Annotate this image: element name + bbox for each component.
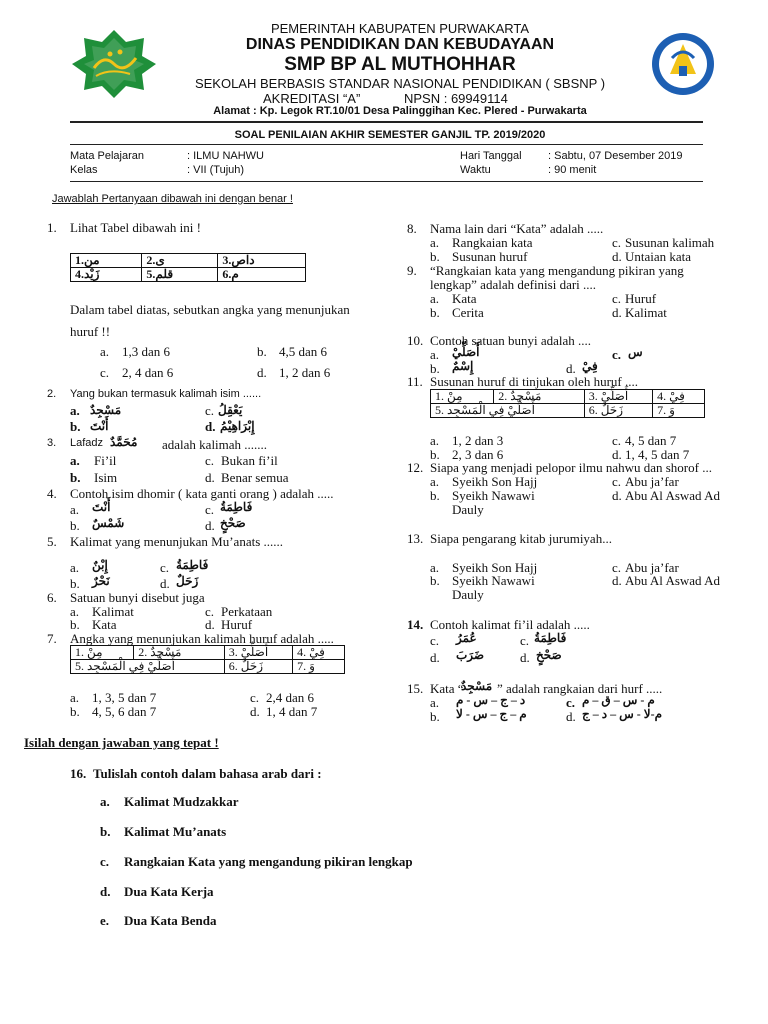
q16-item-label: d. xyxy=(100,884,111,899)
q16-text: Tulislah contoh dalam bahasa arab dari : xyxy=(93,766,322,781)
q15-text-post: ” adalah rangkaian dari hurf ..... xyxy=(497,681,663,696)
q5-opt-a: إِبْنٌ xyxy=(92,558,108,572)
q13-opt-c-label: c. xyxy=(612,560,622,575)
q12-number: 12. xyxy=(407,460,424,475)
q3-opt-c: Bukan fi’il xyxy=(221,453,278,468)
q8-opt-b-label: b. xyxy=(430,249,440,264)
q8-opt-c-label: c. xyxy=(612,235,622,250)
q9-number: 9. xyxy=(407,263,417,278)
q7-opt-a: 1, 3, 5 dan 7 xyxy=(92,690,157,705)
q3-opt-a: Fi’il xyxy=(94,453,117,468)
q12-opt-b-label: b. xyxy=(430,488,440,503)
q5-opt-d: زَحَلٌ xyxy=(176,574,199,588)
header-department: DINAS PENDIDIKAN DAN KEBUDAYAAN xyxy=(245,36,555,53)
q1-cell: 1.من xyxy=(71,254,142,268)
q10-opt-a-label: a. xyxy=(430,347,440,362)
q10-opt-d: فِيْ xyxy=(582,359,598,373)
q9-text2: lengkap” adalah definisi dari .... xyxy=(430,277,597,292)
q4-opt-c-label: c. xyxy=(205,502,215,517)
q1-opt-b-label: b. xyxy=(257,344,267,359)
q7-cell: 3. أَصَلِّيْ xyxy=(224,646,292,660)
class-value: : VII (Tujuh) xyxy=(187,164,245,176)
q4-opt-a-label: a. xyxy=(70,502,80,517)
q7-cell: 1. مِنْ xyxy=(71,646,134,660)
q3-opt-d: Benar semua xyxy=(221,470,289,485)
q14-opt-b: ضَرَبَ xyxy=(456,648,485,662)
q2-opt-b-label: b. xyxy=(70,419,81,434)
q12-opt-c: Abu ja’far xyxy=(625,474,679,489)
q16-item-label: c. xyxy=(100,854,110,869)
q8-opt-a: Rangkaian kata xyxy=(452,235,533,250)
q15-opt-a: د – ج – س - م xyxy=(456,693,526,707)
q15-opt-b-label: b. xyxy=(430,709,440,724)
q14-opt-a: عُمَرُ xyxy=(456,631,477,645)
q13-opt-d: Abu Al Aswad Ad xyxy=(625,573,720,588)
tut-wuri-handayani-logo xyxy=(650,30,716,98)
q6-opt-c-label: c. xyxy=(205,604,215,619)
q7-cell: 5. أَصَلِّيْ فِي الْمَسْجِد xyxy=(71,660,225,674)
q9-text: “Rangkaian kata yang mengandung pikiran yang xyxy=(430,263,684,278)
q7-cell: 6. زَحَلٌ xyxy=(224,660,292,674)
q16-item: Dua Kata Kerja xyxy=(124,884,214,899)
q16-item-label: a. xyxy=(100,794,110,809)
q1-text2: Dalam tabel diatas, sebutkan angka yang menunjukan xyxy=(70,302,350,317)
q10-opt-d-label: d. xyxy=(566,361,576,376)
q1-cell: 5.قلم xyxy=(142,268,218,282)
q9-opt-a: Kata xyxy=(452,291,477,306)
q13-opt-d-label: d. xyxy=(612,573,622,588)
q7-opt-c-label: c. xyxy=(250,690,260,705)
q12-opt-d-label: d. xyxy=(612,488,622,503)
q1-cell: 2.ى xyxy=(142,254,218,268)
q10-opt-b: إِسْمٌ xyxy=(452,359,474,373)
q2-opt-a-label: a. xyxy=(70,403,80,418)
q9-opt-a-label: a. xyxy=(430,291,440,306)
q6-opt-b: Kata xyxy=(92,617,117,632)
exam-title: SOAL PENILAIAN AKHIR SEMESTER GANJIL TP. 2019/2020 xyxy=(234,129,546,141)
header-government: PEMERINTAH KABUPATEN PURWAKARTA xyxy=(270,21,530,36)
q13-opt-c: Abu ja’far xyxy=(625,560,679,575)
q1-cell: 3.داص xyxy=(218,254,306,268)
q7-opt-d-label: d. xyxy=(250,704,260,719)
q7-opt-a-label: a. xyxy=(70,690,80,705)
q1-number: 1. xyxy=(47,220,57,235)
q11-cell: 7. وَ xyxy=(653,404,705,418)
q15-number: 15. xyxy=(407,681,424,696)
q6-opt-a-label: a. xyxy=(70,604,80,619)
q16-item: Dua Kata Benda xyxy=(124,913,217,928)
q2-opt-b: أَنْتَ xyxy=(90,419,109,433)
q1-opt-c-label: c. xyxy=(100,365,110,380)
q10-opt-b-label: b. xyxy=(430,361,440,376)
q9-opt-d: Kalimat xyxy=(625,305,667,320)
class-label: Kelas xyxy=(70,164,98,176)
q12-opt-a: Syeikh Son Hajj xyxy=(452,474,538,489)
q4-opt-b: شَمْسٌ xyxy=(92,516,125,530)
q7-cell: 7. وَ xyxy=(293,660,345,674)
info-rule xyxy=(70,181,703,182)
q11-opt-a-label: a. xyxy=(430,433,440,448)
instruction-multiple-choice: Jawablah Pertanyaan dibawah ini dengan benar ! xyxy=(52,193,293,205)
q11-opt-b: 2, 3 dan 6 xyxy=(452,447,504,462)
q12-text: Siapa yang menjadi pelopor ilmu nahwu dan shorof ... xyxy=(430,460,712,475)
q2-text: Yang bukan termasuk kalimah isim ...... xyxy=(70,388,262,400)
subject-label: Mata Pelajaran xyxy=(70,150,144,162)
q11-opt-d-label: d. xyxy=(612,447,622,462)
q3-text-post: adalah kalimah ....... xyxy=(162,437,268,452)
q11-opt-a: 1, 2 dan 3 xyxy=(452,433,504,448)
q2-opt-a: مَسْجِدٌ xyxy=(90,403,122,417)
q15-text-arabic: مَسْجِدٌ xyxy=(461,679,493,693)
q7-table xyxy=(70,645,345,674)
q13-opt-b-label: b. xyxy=(430,573,440,588)
q14-opt-b-label: d. xyxy=(430,650,440,665)
q11-cell: 6. زَحَلٌ xyxy=(584,404,652,418)
q14-opt-a-label: c. xyxy=(430,633,440,648)
q1-opt-b: 4,5 dan 6 xyxy=(279,344,328,359)
q13-opt-b: Syeikh Nawawi xyxy=(452,573,535,588)
q16-item-label: b. xyxy=(100,824,111,839)
q11-opt-d: 1, 4, 5 dan 7 xyxy=(625,447,690,462)
q14-opt-c-label: c. xyxy=(520,633,530,648)
q11-opt-c: 4, 5 dan 7 xyxy=(625,433,677,448)
q2-opt-d: إِبْرَاهِيْمُ xyxy=(220,419,255,433)
q6-number: 6. xyxy=(47,590,57,605)
q3-text-arabic: مُحَمَّدٌ xyxy=(110,435,138,449)
q5-opt-a-label: a. xyxy=(70,560,80,575)
q7-opt-d: 1, 4 dan 7 xyxy=(266,704,318,719)
q5-opt-b: نَحْرٌ xyxy=(92,574,110,588)
q8-number: 8. xyxy=(407,221,417,236)
date-label: Hari Tanggal xyxy=(460,150,522,162)
q11-number: 11. xyxy=(407,374,423,389)
q10-number: 10. xyxy=(407,333,424,348)
title-rule xyxy=(70,144,703,145)
q10-opt-c: س xyxy=(628,345,643,359)
q6-opt-c: Perkataan xyxy=(221,604,273,619)
q13-opt-a: Syeikh Son Hajj xyxy=(452,560,538,575)
header-school-name: SMP BP AL MUTHOHHAR xyxy=(284,54,516,75)
q15-opt-b: م – ج – س - لا xyxy=(456,707,527,721)
q13-text: Siapa pengarang kitab jurumiyah... xyxy=(430,531,612,546)
q11-opt-b-label: b. xyxy=(430,447,440,462)
q1-text: Lihat Tabel dibawah ini ! xyxy=(70,220,201,235)
q3-opt-c-label: c. xyxy=(205,453,215,468)
q7-cell: 2. مَسْجِدٌ xyxy=(134,646,224,660)
q4-opt-d: صَحْخٍ xyxy=(220,516,246,530)
q3-opt-b-label: b. xyxy=(70,470,81,485)
q1-opt-a: 1,3 dan 6 xyxy=(122,344,171,359)
q13-opt-d-cont: Dauly xyxy=(452,587,484,602)
q1-opt-d-label: d. xyxy=(257,365,267,380)
q1-cell: 6.م xyxy=(218,268,306,282)
q9-opt-b-label: b. xyxy=(430,305,440,320)
q12-opt-b: Syeikh Nawawi xyxy=(452,488,535,503)
q3-opt-a-label: a. xyxy=(70,453,80,468)
q4-opt-a: أَنْتَ xyxy=(92,500,111,514)
time-label: Waktu xyxy=(460,164,491,176)
q14-number: 14. xyxy=(407,617,424,632)
q9-opt-c: Huruf xyxy=(625,291,657,306)
q8-opt-a-label: a. xyxy=(430,235,440,250)
q7-opt-b-label: b. xyxy=(70,704,80,719)
q11-cell: 2. مَسْجِدٌ xyxy=(494,390,584,404)
q6-opt-d: Huruf xyxy=(221,617,253,632)
q5-opt-b-label: b. xyxy=(70,576,80,591)
q9-opt-b: Cerita xyxy=(452,305,484,320)
q5-text: Kalimat yang menunjukan Mu’anats ...... xyxy=(70,534,284,549)
header-accreditation: AKREDITASI “A” xyxy=(263,91,361,106)
q1-text3: huruf !! xyxy=(70,324,111,339)
q2-opt-d-label: d. xyxy=(205,419,216,434)
q1-table xyxy=(70,253,306,282)
q7-text: Angka yang menunjukan kalimah huruf adalah ..... xyxy=(70,631,334,646)
q16-number: 16. xyxy=(70,766,87,781)
q14-opt-d: صَحْخٍ xyxy=(536,648,562,662)
q16-item: Kalimat Mu’anats xyxy=(124,824,227,839)
q8-text: Nama lain dari “Kata” adalah ..... xyxy=(430,221,604,236)
q6-opt-d-label: d. xyxy=(205,617,215,632)
instruction-essay: Isilah dengan jawaban yang tepat ! xyxy=(24,735,219,750)
q10-text: Contoh satuan bunyi adalah .... xyxy=(430,333,592,348)
q13-number: 13. xyxy=(407,531,424,546)
q12-opt-d: Abu Al Aswad Ad xyxy=(625,488,720,503)
q4-opt-b-label: b. xyxy=(70,518,80,533)
q7-opt-b: 4, 5, 6 dan 7 xyxy=(92,704,157,719)
q11-opt-c-label: c. xyxy=(612,433,622,448)
q11-table xyxy=(430,389,705,418)
q16-item: Kalimat Mudzakkar xyxy=(124,794,239,809)
q6-opt-b-label: b. xyxy=(70,617,80,632)
q11-cell: 4. فِيْ xyxy=(653,390,705,404)
q2-opt-c: يَعْقِلُ xyxy=(218,403,243,417)
school-logo xyxy=(70,28,158,100)
header-address: Alamat : Kp. Legok RT.10/01 Desa Palinggihan Kec. Plered - Purwakarta xyxy=(213,105,587,117)
q12-opt-c-label: c. xyxy=(612,474,622,489)
q14-opt-c: فَاطِمَةُ xyxy=(534,631,567,645)
q5-opt-d-label: d. xyxy=(160,576,170,591)
q3-text-pre: Lafadz xyxy=(70,437,104,449)
q15-opt-d: م-لا - س – د – ج xyxy=(582,707,663,721)
q11-text: Susunan huruf di tinjukan oleh huruf .... xyxy=(430,374,638,389)
q5-opt-c-label: c. xyxy=(160,560,170,575)
q11-cell: 3. أَصَلِّيْ xyxy=(584,390,652,404)
time-value: : 90 menit xyxy=(548,164,597,176)
subject-value: : ILMU NAHWU xyxy=(187,150,264,162)
q5-opt-c: فَاطِمَةُ xyxy=(176,558,209,572)
q13-opt-a-label: a. xyxy=(430,560,440,575)
q15-opt-c: م - س – ق – م xyxy=(582,693,655,707)
q1-opt-c: 2, 4 dan 6 xyxy=(122,365,174,380)
q4-opt-d-label: d. xyxy=(205,518,215,533)
q8-opt-c: Susunan kalimah xyxy=(625,235,715,250)
q16-item: Rangkaian Kata yang mengandung pikiran lengkap xyxy=(124,854,413,869)
q3-opt-d-label: d. xyxy=(205,470,215,485)
q16-item-label: e. xyxy=(100,913,110,928)
header-npsn: NPSN : 69949114 xyxy=(404,91,508,106)
q3-number: 3. xyxy=(47,437,57,449)
q15-opt-a-label: a. xyxy=(430,695,440,710)
q1-opt-d: 1, 2 dan 6 xyxy=(279,365,331,380)
q11-cell: 1. مِنْ xyxy=(431,390,494,404)
header-sbsnp: SEKOLAH BERBASIS STANDAR NASIONAL PENDIDIKAN ( SBSNP ) xyxy=(194,76,606,91)
q4-number: 4. xyxy=(47,486,57,501)
q15-opt-d-label: d. xyxy=(566,709,576,724)
q10-opt-a: أَصَلِّيْ xyxy=(452,345,480,359)
q12-opt-a-label: a. xyxy=(430,474,440,489)
q15-opt-c-label: c. xyxy=(566,695,576,710)
q8-opt-d: Untaian kata xyxy=(625,249,692,264)
q1-cell: 4.زَيْد xyxy=(71,268,142,282)
q9-opt-d-label: d. xyxy=(612,305,622,320)
q11-cell: 5. أَصَلِّيْ فِي الْمَسْجِد xyxy=(431,404,585,418)
q9-opt-c-label: c. xyxy=(612,291,622,306)
q12-opt-d-cont: Dauly xyxy=(452,502,484,517)
q1-opt-a-label: a. xyxy=(100,344,110,359)
q8-opt-d-label: d. xyxy=(612,249,622,264)
q6-opt-a: Kalimat xyxy=(92,604,134,619)
q10-opt-c-label: c. xyxy=(612,347,622,362)
q3-opt-b: Isim xyxy=(94,470,118,485)
q14-text: Contoh kalimat fi’il adalah ..... xyxy=(430,617,590,632)
q7-opt-c: 2,4 dan 6 xyxy=(266,690,315,705)
q15-text-pre: Kata “ xyxy=(430,681,464,696)
q7-number: 7. xyxy=(47,631,57,646)
q2-number: 2. xyxy=(47,388,57,400)
header-rule xyxy=(70,121,703,123)
q4-text: Contoh isim dhomir ( kata ganti orang ) adalah ..... xyxy=(70,486,334,501)
q6-text: Satuan bunyi disebut juga xyxy=(70,590,205,605)
q4-opt-c: فَاطِمَةُ xyxy=(220,500,253,514)
q14-opt-d-label: d. xyxy=(520,650,530,665)
date-value: : Sabtu, 07 Desember 2019 xyxy=(548,150,683,162)
q7-cell: 4. فِيْ xyxy=(293,646,345,660)
q8-opt-b: Susunan huruf xyxy=(452,249,528,264)
q5-number: 5. xyxy=(47,534,57,549)
q2-opt-c-label: c. xyxy=(205,403,215,418)
